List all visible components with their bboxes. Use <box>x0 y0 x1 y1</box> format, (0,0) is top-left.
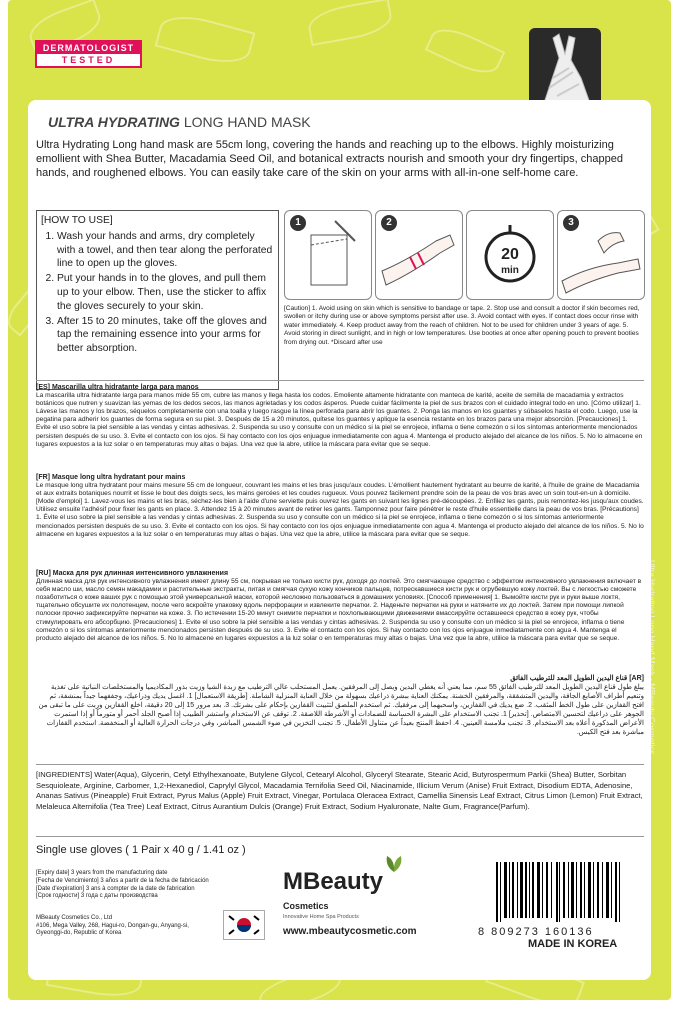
expiry-line: [Date d'expiration] 3 ans à compter de la date de fabrication <box>36 885 195 892</box>
title-rest: LONG HAND MASK <box>179 114 311 130</box>
spanish-body: La mascarilla ultra hidratante larga para manos mide 55 cm, cubre las manos y llega hasta los codos. Emoliente altamente hidratante con manteca de karité, aceite de semilla de macadamia y extractos botánicos que nutren y suavizan las yemas de los dedos secos, las manos agrietadas y los codos ásperos. Puede cuidar fácilmente la piel de sus brazos con el cuidado integral todo en uno. [Cómo utilizar] 1. Lávese las manos y los brazos, séquelos completamente con una toalla y luego rasgue la línea perforada para abrir los guantes. 2. Ponga las manos en los guantes y súbaselos hasta el codo. Luego, use la pegatina para adherir los guantes de forma segura en su piel. 3. Después de 15 a 20 minutos, quítese los guantes y aplique la esencia restante en los brazos para una mejor absorción. [Precauciones] 1. Evite el uso sobre la piel sensible a las vendas y cintas adhesivas. 2. Suspenda su uso y consulte con un médico si la piel se enrojece, inflama o tiene comezón o si los síntomas anteriormente mencionados persisten después de su uso. 3. Evite el contacto con los ojos. Si hay contacto con los ojos enjuague inmediatamente con agua 4. Mantenga el producto alejado del alcance de los niños. 5. No lo almacene en lugares expuestos a la luz solar o en temperaturas muy altas o bajas. Una vez que la abre, utilice la máscara para evitar que se seque. <box>36 392 643 448</box>
company-info <box>36 915 196 938</box>
leaf-pattern <box>306 0 395 46</box>
expiry-line: [Fecha de Vencimiento] 3 años a partir de la fecha de fabricación <box>36 877 209 884</box>
leaf-pattern <box>425 21 506 81</box>
arabic-body: يبلغ طول قناع اليدين الطويل المعد للترطيب الفائق 55 سم، مما يعني أنه يغطي اليدين ويصل إلى المرفقين. يعمل المستحلب عالي الترطيب مع زبدة الشيا وزيت بذور المكاديميا والمستخلصات النباتية على تغذية وتنعيم أطراف الأصابع الجافة، واليدين المتشققة، والمرفقين الخشنة. يمكنك العناية ببشرة ذراعيك بسهولة من خلال العناية المنزلية الشاملة. [طريقة الاستعمال] 1. اغسل يديك وذراعيك، وجففهما جيداً بمنشفة، ثم افتح القفازين على طول الخط المثقب. 2. ضع يديك في القفازين، واسحبهما إلى مرفقيك. ثم استخدم الملصق لتثبيت القفازين بإحكام على بشرتك. 3. بعد مرور 15 إلى 20 دقيقة، اخلع القفازين وربت على ما تبقى من الجوهر على ذراعيك لتحسين الامتصاص. [تحذير] 1. تجنب الاستخدام على البشرة الحساسة للضمادات أو الأشرطة اللاصقة. 2. توقف عن الاستخدام واستشر الطبيب إذا أصبح الجلد أحمر أو متورماً أو إذا استمرت الأعراض المذكورة أعلاه بعد الاستخدام. 3. تجنب ملامسة العينين. 4. احفظ المنتج بعيداً عن متناول الأطفال. 5. تجنب التخزين في ضوء الشمس المباشر، وفي درجات الحرارة العالية أو المنخفضة. استخدم القفازات مباشرة بعد فتح الكيس. <box>38 684 644 736</box>
arabic-heading: [AR] قناع اليدين الطويل المعد للترطيب الفائق <box>510 675 644 682</box>
side-vertical-text: Ultra Hydrating Long Hand Mask - MBeauty Cosmetics <box>647 560 656 755</box>
leaf-pattern <box>155 8 256 70</box>
company-name: MBeauty Cosmetics Co., Ltd <box>36 915 113 921</box>
russian-body: Длинная маска для рук интенсивного увлажнения имеет длину 55 см, покрывая не только кисти рук, доходя до локтей. Это смягчающее средство с эффектом интенсивного увлажнения включает в себя масло ши, масло семян макадамии и растительные экстракты, питая и смягчая сухую кожу кончиков пальцев, потрескавшиеся кисти рук и огрубевшую кожу локтей. Вы с легкостью сможете позаботиться о коже ваших рук с помощью этой универсальной маски, которой несложно пользоваться в домашних условиях. [Способ применения] 1. Вымойте кисти рук и руки выше локтя, тщательно обсушите их полотенцем, после чего вскройте упаковку вдоль перфорации и извлеките перчатки. 2. Наденьте перчатки на руки и натяните их до локтей. Затем при помощи липкой полоски прочно зафиксируйте перчатки на коже. 3. По истечении 15-20 минут снимите перчатки и похлопывающими движениями вмассируйте оставшееся средство в кожу рук, чтобы стимулировать его абсорбцию. [Precauciones] 1. Evite el uso sobre la piel sensible a las vendas y cintas adhesivas. 2. Suspenda su uso y consulte con un médico si la piel se enrojece, inflama o tiene comezón o si los síntomas anteriormente mencionados persisten después de su uso. 3. Evite el contacto con los ojos. Si hay contacto con los ojos enjuague inmediatamente con agua 4. Mantenga el producto alejado del alcance de los niños. 5. No lo almacene en lugares expuestos a la luz solar o en temperaturas muy altas o bajas. Una vez que la abre, utilice la máscara para evitar que se seque. <box>36 578 642 642</box>
how-to-step: 3. After 15 to 20 minutes, take off the gloves and tap the remaining essence into your arms for better absorption. <box>57 315 274 356</box>
french-heading: [FR] Masque long ultra hydratant pour mains <box>36 474 186 481</box>
ingredients-text: [INGREDIENTS] Water(Aqua), Glycerin, Cetyl Ethylhexanoate, Butylene Glycol, Cetearyl Alcohol, Glyceryl Stearate, Stearic Acid, Butyrospermum Parkii (Shea) Butter, Sorbitan Sesquioleate, Arginine, Carbomer, 1,2-Hexanediol, Caprylyl Glycol, Macadamia Ternifolia Seed Oil, Niacinamide, Illicium Verum (Anise) Fruit Extract, Disodium EDTA, Adenosine, Ananas Sativus (Pineapple) Fruit Extract, Pyrus Malus (Apple) Fruit Extract, Vinegar, Portulaca Oleracea Extract, Camellia Sinensis Leaf Extract, Citrus Limon (Lemon) Fruit Extract, Melaleuca Alternifolia (Tea Tree) Leaf Extract, Citrus Aurantium Dulcis (Orange) Fruit Extract, Sodium Hyaluronate, Nalte Gum, Fragrance(Parfum). <box>36 770 643 811</box>
badge-line1: DERMATOLOGIST <box>37 42 140 54</box>
website-url: www.mbeautycosmetic.com <box>283 926 417 937</box>
spanish-heading: [ES] Mascarilla ultra hidratante larga para manos <box>36 384 199 391</box>
spanish-section <box>36 384 644 449</box>
how-to-use-box <box>36 210 279 390</box>
step-illustrations <box>284 210 644 298</box>
expiry-info <box>36 870 236 901</box>
logo-tagline: Innovative Home Spa Products <box>283 914 359 920</box>
divider <box>36 380 644 381</box>
timer-unit: min <box>501 265 519 276</box>
french-section <box>36 474 644 539</box>
how-to-step: 2. Put your hands in to the gloves, and pull them up to your elbow. Then, use the sticker to affix the gloves securely to your skin. <box>57 272 274 313</box>
step-3-illustration <box>557 210 645 300</box>
expiry-line: [Срок годности] 3 года с даты производства <box>36 893 158 900</box>
arabic-section <box>36 674 644 737</box>
russian-heading: [RU] Маска для рук длинная интенсивного увлажнения <box>36 570 229 577</box>
step-number: 2 <box>381 215 397 231</box>
brand-logo <box>283 868 423 937</box>
product-title <box>48 114 311 130</box>
barcode-icon <box>496 862 626 922</box>
dermatologist-tested-badge <box>35 40 142 68</box>
logo-main: MBeauty <box>283 868 384 895</box>
product-glove-image <box>529 28 601 108</box>
divider <box>36 764 644 765</box>
title-italic: ULTRA HYDRATING <box>48 114 180 130</box>
logo-sub: Cosmetics <box>283 901 329 911</box>
expiry-line: [Expiry date] 3 years from the manufacturing date <box>36 870 168 876</box>
how-to-use-steps <box>41 230 274 356</box>
step-number: 1 <box>290 215 306 231</box>
korea-flag-icon <box>223 910 265 940</box>
leaf-logo-icon <box>379 854 409 874</box>
barcode-number: 8 809273 160136 <box>478 926 594 938</box>
single-use-info: Single use gloves ( 1 Pair x 40 g / 1.41 oz ) <box>36 844 246 856</box>
how-to-use-heading: [HOW TO USE] <box>41 215 113 226</box>
step-1-illustration <box>284 210 372 300</box>
info-panel <box>28 100 651 980</box>
step-timer-illustration <box>466 210 554 300</box>
step-number: 3 <box>563 215 579 231</box>
timer-value: 20 <box>501 246 519 263</box>
badge-line2: TESTED <box>61 55 116 65</box>
french-body: Le masque long ultra hydratant pour mains mesure 55 cm de longueur, couvrant les mains et les bras jusqu'aux coudes. L'émollient hautement hydratant au beurre de karité, à l'huile de graine de Macadamia et aux extraits botaniques nourrit et lisse le bout des doigts secs, les mains gercées et les coudes rugueux. Vous pouvez facilement prendre soin de la peau de vos bras avec un soin tout-en-un à domicile. [Mode d'emploi] 1. Lavez-vous les mains et les bras, séchez-les bien à l'aide d'une serviette puis ouvrez les gants en suivant les lignes pré-découpées. 2. Enfilez les gants, puis remontez-les jusqu'aux coudes. Utilisez ensuite l'adhésif pour fixer les gants en place. 3. Attendez 15 à 20 minutes avant de retirer les gants. Tamponnez pour faire pénétrer le reste d'huile essentielle dans la peau de vos bras. [Précautions] 1. Évite el uso sobre la piel sensible a las vendas y cintas adhesivas. 2. Suspenda su uso y consulte con un médico si la piel se enrojece, inflama o tiene comezón o si los síntomas anteriormente mencionados persisten después de su uso. 3. Evite el contacto con los ojos. Si hay contacto con los ojos enjuague inmediatamente con agua 4. Mantenga el producto alejado del alcance de los niños. 5. No lo almacene en lugares expuestos a la luz solar o en temperaturas muy altas o bajas. Una vez que la abre, utilice la máscara para evitar que se seque. <box>36 482 644 538</box>
step-2-illustration <box>375 210 463 300</box>
russian-section <box>36 570 644 643</box>
caution-text: [Caution] 1. Avoid using on skin which is sensitive to bandage or tape. 2. Stop use and consult a doctor if skin becomes red, swollen or itchy during use or above symptoms persist after use. 3. Avoid contact with eyes. If contact does occur rinse with water immediately. 4. Keep product away from the reach of children. Not to be used for children under 3 years of age. 5. Avoid storing in direct sunlight, and in high or low temperatures. Use booties at once after opening pouch to prevent booties from drying out. *Discard after use <box>284 305 640 346</box>
timer-icon <box>467 211 553 299</box>
product-description: Ultra Hydrating Long hand mask are 55cm long, covering the hands and reaching up to the elbows. Highly moisturizing emollient with Shea Butter, Macadamia Seed Oil, and botanical extracts nourish and smooth your dry fingertips, chapped hands, and roughened elbows. You can easily take care of the skin on your arms with all-in-one self-home care. <box>36 139 623 179</box>
divider <box>36 836 644 837</box>
how-to-step: 1. Wash your hands and arms, dry completely with a towel, and then tear along the perforated line to open up the gloves. <box>57 230 274 271</box>
made-in-label: MADE IN KOREA <box>528 938 618 950</box>
company-address: #106, Mega Valley, 268, Hagui-ro, Dongan-gu, Anyang-si, Gyeonggi-do, Republic of Korea <box>36 922 189 936</box>
